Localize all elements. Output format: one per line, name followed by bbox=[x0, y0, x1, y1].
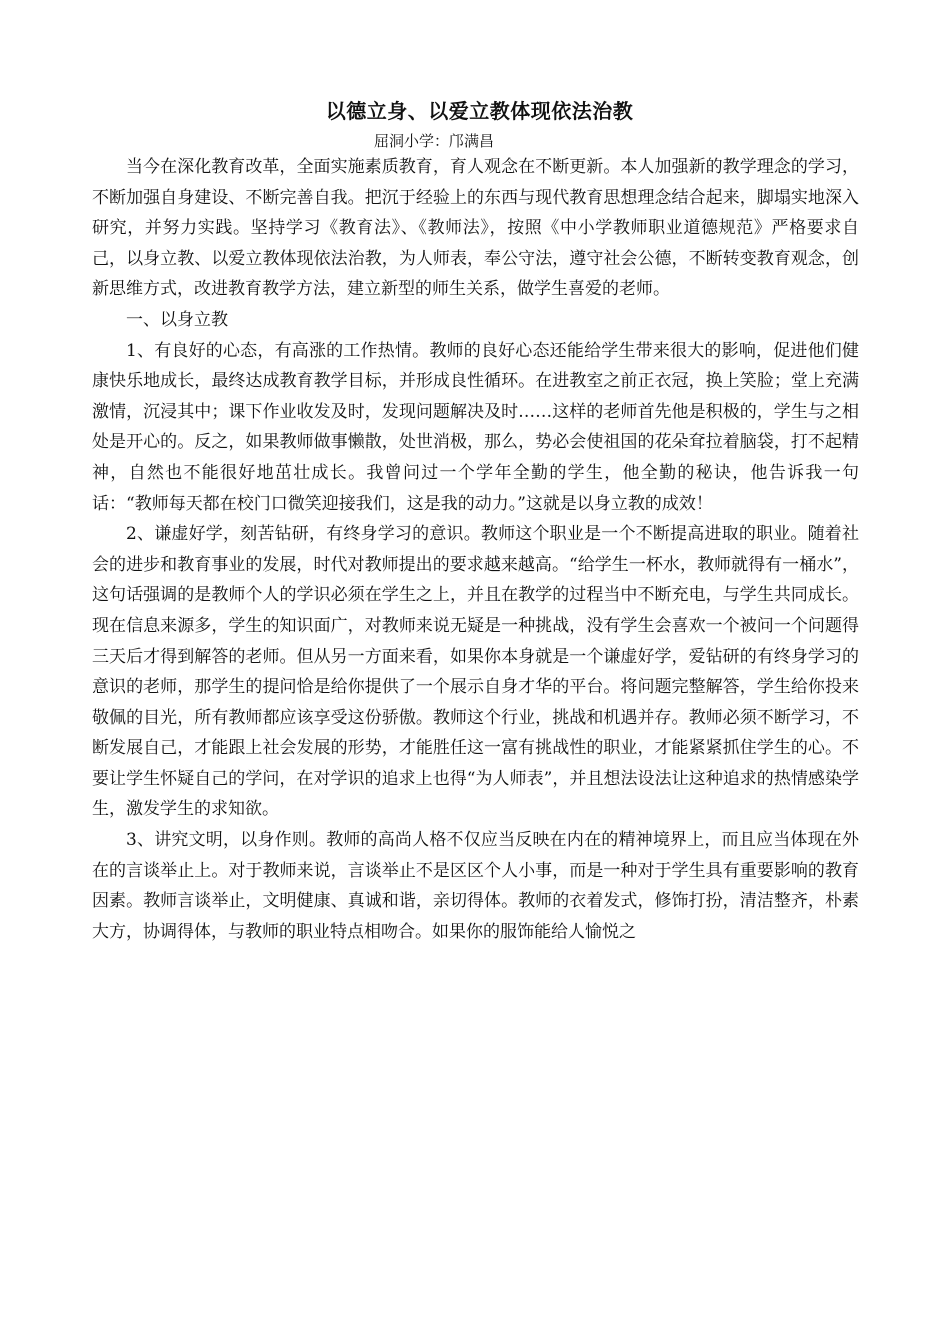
intro-paragraph: 当今在深化教育改革，全面实施素质教育，育人观念在不断更新。本人加强新的教学理念的学习，不断加强自身建设、不断完善自我。把沉于经验上的东西与现代教育思想理念结合起来，脚塌实地深入研究，并努力实践。坚持学习《教育法》、《教师法》，按照《中小学教师职业道德规范》严格要求自己，以身立教、以爱立教体现依法治教，为人师表，奉公守法，遵守社会公德，不断转变教育观念，创新思维方式，改进教育教学方法，建立新型的师生关系，做学生喜爱的老师。 bbox=[92, 157, 859, 300]
author-line: 屈洞小学：邝满昌 bbox=[374, 132, 495, 150]
section-heading: 一、以身立教 bbox=[126, 309, 228, 330]
point-1-paragraph: 1、有良好的心态，有高涨的工作热情。教师的良好心态还能给学生带来很大的影响，促进他们健康快乐地成长，最终达成教育教学目标，并形成良性循环。在进教室之前正衣冠，换上笑脸；堂上充满激情，沉浸其中；课下作业收发及时，发现问题解决及时……这样的老师首先他是积极的，学生与之相处是开心的。反之，如果教师做事懒散，处世消极，那么，势必会使祖国的花朵耷拉着脑袋，打不起精神，自然也不能很好地茁壮成长。我曾问过一个学年全勤的学生，他全勤的秘诀，他告诉我一句话：“教师每天都在校门口微笑迎接我们，这是我的动力。”这就是以身立教的成效！ bbox=[92, 340, 859, 514]
point-2-paragraph: 2、谦虚好学，刻苦钻研，有终身学习的意识。教师这个职业是一个不断提高进取的职业。随着社会的进步和教育事业的发展，时代对教师提出的要求越来越高。“给学生一杯水，教师就得有一桶水”，这句话强调的是教师个人的学识必须在学生之上，并且在教学的过程当中不断充电，与学生共同成长。现在信息来源多，学生的知识面广，对教师来说无疑是一种挑战，没有学生会喜欢一个被问一个问题得三天后才得到解答的老师。但从另一方面来看，如果你本身就是一个谦虚好学，爱钻研的有终身学习的意识的老师，那学生的提问恰是给你提供了一个展示自身才华的平台。将问题完整解答，学生给你投来敬佩的目光，所有教师都应该享受这份骄傲。教师这个行业，挑战和机遇并存。教师必须不断学习，不断发展自己，才能跟上社会发展的形势，才能胜任这一富有挑战性的职业，才能紧紧抓住学生的心。不要让学生怀疑自己的学问，在对学识的追求上也得“为人师表”，并且想法设法让这种追求的热情感染学生，激发学生的求知欲。 bbox=[92, 524, 859, 820]
point-3-paragraph: 3、讲究文明，以身作则。教师的高尚人格不仅应当反映在内在的精神境界上，而且应当体现在外在的言谈举止上。对于教师来说，言谈举止不是区区个人小事，而是一种对于学生具有重要影响的教育因素。教师言谈举止，文明健康、真诚和谐，亲切得体。教师的衣着发式，修饰打扮，清洁整齐，朴素大方，协调得体，与教师的职业特点相吻合。如果你的服饰能给人愉悦之 bbox=[92, 830, 859, 942]
document-page bbox=[92, 96, 859, 947]
document-title: 以德立身、以爱立教体现依法治教 bbox=[325, 99, 634, 123]
